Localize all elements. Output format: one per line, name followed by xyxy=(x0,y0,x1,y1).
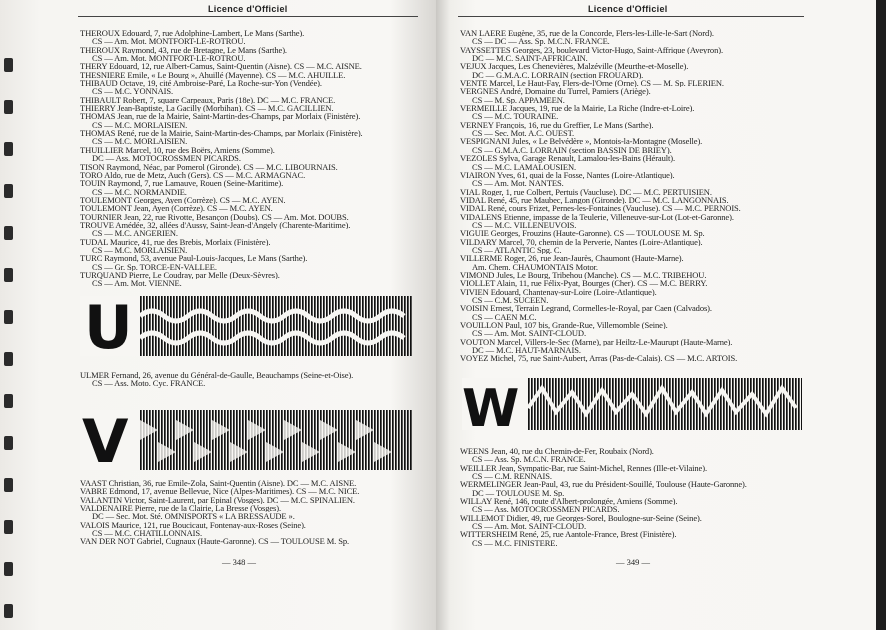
binder-ring xyxy=(4,58,13,72)
entry-line: WERMELINGER Jean-Paul, 43, rue du Président-Souillé, Toulouse (Haute-Garonne). xyxy=(460,480,747,489)
entry-line: VOISIN Ernest, Terrain Legrand, Cormelles-le-Royal, par Caen (Calvados). xyxy=(460,304,712,313)
entry-line: TORO Aldo, rue de Metz, Auch (Gers). CS — M.C. ARMAGNAC. xyxy=(80,170,306,180)
entry-club-line: CS — M.C. YONNAIS. xyxy=(92,87,174,96)
entry-line: VOYEZ Michel, 75, rue Saint-Aubert, Arras (Pas-de-Calais). CS — M.C. ARTOIS. xyxy=(460,354,738,363)
entry-line: VEZOLES Sylva, Garage Renault, Lamalou-les-Bains (Hérault). xyxy=(460,154,676,163)
entry-club-line: CS — Am. Mot. NANTES. xyxy=(472,179,564,188)
entry-line: VIOLLET Alain, 11, rue Félix-Pyat, Bourges (Cher). CS — M.C. BERRY. xyxy=(460,279,708,288)
entry-club-line: CS — Ass. MOTOCROSSMEN PICARDS. xyxy=(472,505,620,514)
entry-line: TURC Raymond, 53, avenue Paul-Louis-Jacques, Le Mans (Sarthe). xyxy=(80,254,308,263)
entry-list xyxy=(460,447,810,547)
entry-line: TOUIN Raymond, 7, rue Lamauve, Rouen (Seine-Maritime). xyxy=(80,179,284,188)
entry-line: VOUTON Marcel, Villers-le-Sec (Marne), par Heiltz-Le-Maurupt (Haute-Marne). xyxy=(460,337,733,347)
letter-w-banner xyxy=(462,378,802,430)
entry-club-line: CS — C.M. RENNAIS. xyxy=(472,472,552,481)
entry-line: WEILLER Jean, Sympatic-Bar, rue Saint-Michel, Rennes (Ille-et-Vilaine). xyxy=(460,463,707,473)
entry-line: THERY Edouard, 12, rue Albert-Camus, Saint-Quentin (Aisne). CS — M.C. AISNE. xyxy=(80,62,362,71)
entry-line: WITTERSHEIM René, 25, rue Aantole-France, Brest (Finistère). xyxy=(460,530,677,539)
entry-club-line: CS — ATLANTIC Spg. C. xyxy=(472,245,562,255)
entry-line: VIDAL René, cours Frizet, Pernes-les-Fontaines (Vaucluse). CS — M.C. PERNOIS. xyxy=(460,204,741,213)
entry-line: VALANTIN Victor, Saint-Laurent, par Epinal (Vosges). DC — M.C. SPINALIEN. xyxy=(80,495,355,505)
entry-line: TROUVE Amédée, 32, allées d'Aussy, Saint-Jean-d'Angely (Charente-Maritime). xyxy=(80,220,351,230)
entry-line: VIGUIE Georges, Frouzins (Haute-Garonne). CS — TOULOUSE M. Sp. xyxy=(460,229,705,238)
entry-list xyxy=(460,29,810,363)
binder-ring xyxy=(4,478,13,492)
entry-line: VAYSSETTES Georges, 23, boulevard Victor-Hugo, Saint-Affrique (Aveyron). xyxy=(460,45,723,55)
entry-line: TOURNIER Jean, 22, rue Rivotte, Besançon (Doubs). CS — Am. Mot. DOUBS. xyxy=(80,212,349,221)
entry-line: VERGNES André, Domaine du Turrel, Pamiers (Ariège). xyxy=(460,87,651,96)
entry-line: VILLERME Roger, 26, rue Jean-Jaurès, Chaumont (Haute-Marne). xyxy=(460,254,684,263)
entry-club-line: CS — G.M.A.C. LORRAIN (section BASSIN DE BRIEY). xyxy=(472,145,672,155)
entry-club-line: CS — Am. Mot. SAINT-CLOUD. xyxy=(472,329,586,338)
entry-club-line: DC — G.M.A.C. LORRAIN (section FROUARD). xyxy=(472,70,644,80)
entry-line: VIVIEN Edouard, Chantenay-sur-Loire (Loire-Atlantique). xyxy=(460,287,657,296)
entry-club-line: CS — M.C. VILLENEUVOIS. xyxy=(472,220,577,230)
entry-line: VOUILLON Paul, 107 bis, Grande-Rue, Villemomble (Seine). xyxy=(460,321,668,330)
header-rule xyxy=(458,16,804,17)
entry-line: VIAIRON Yves, 61, quai de la Fosse, Nantes (Loire-Atlantique). xyxy=(460,170,675,180)
binder-ring xyxy=(4,184,13,198)
banner-letter: V xyxy=(82,410,129,470)
binder-ring xyxy=(4,436,13,450)
binder-ring xyxy=(4,268,13,282)
entry-list xyxy=(80,371,420,388)
entry-line: TUDAL Maurice, 41, rue des Brebis, Morlaix (Finistère). xyxy=(80,237,271,246)
header-rule xyxy=(78,16,418,17)
entry-line: VILDARY Marcel, 70, chemin de la Perverie, Nantes (Loire-Atlantique). xyxy=(460,237,703,246)
entry-line: THIERRY Jean-Baptiste, La Gacilly (Morbihan). CS — M.C. GACILLIEN. xyxy=(80,104,334,113)
entry-line: THUILLIER Marcel, 10, rue des Boërs, Amiens (Somme). xyxy=(80,145,275,155)
entry-line: THEROUX Raymond, 43, rue de Bretagne, Le Mans (Sarthe). xyxy=(80,45,287,55)
entry-line: VIAL Roger, 1, rue Colbert, Pertuis (Vaucluse). DC — M.C. PERTUISIEN. xyxy=(460,187,712,196)
binder-ring xyxy=(4,520,13,534)
entry-line: WILLAY René, 146, route d'Albert-prolongée, Amiens (Somme). xyxy=(460,497,678,506)
entry-line: VERNEY François, 16, rue du Greffier, Le Mans (Sarthe). xyxy=(460,120,654,130)
entry-club-line: CS — Ass. Moto. Cyc. FRANCE. xyxy=(92,379,206,388)
page-header: Licence d'Officiel xyxy=(208,4,288,14)
entry-line: VESPIGNANI Jules, « Le Belvédère », Montois-la-Montagne (Moselle). xyxy=(460,137,703,146)
entry-line: VALOIS Maurice, 121, rue Boucicaut, Fontenay-aux-Roses (Seine). xyxy=(80,520,306,530)
entry-line: WILLEMOT Didier, 49, rue Georges-Sorel, Boulogne-sur-Seine (Seine). xyxy=(460,513,702,523)
entry-line: THIBAUD Octave, 19, cité Ambroise-Paré, La Roche-sur-Yon (Vendée). xyxy=(80,79,322,88)
entry-line: VENTE Marcel, Le Haut-Fay, Flers-de-l'Orne (Orne). CS — M. Sp. FLERIEN. xyxy=(460,79,724,88)
entry-club-line: CS — C.M. SUCEEN. xyxy=(472,296,549,305)
letter-u-banner xyxy=(80,296,412,356)
binder-ring xyxy=(4,352,13,366)
binder-ring xyxy=(4,226,13,240)
entry-list xyxy=(80,29,420,288)
page-number: — 349 — xyxy=(616,557,650,567)
binder-ring xyxy=(4,310,13,324)
entry-club-line: CS — Gr. Sp. TORCE-EN-VALLEE. xyxy=(92,262,217,271)
entry-line: VALDENAIRE Pierre, rue de la Clairie, La Bresse (Vosges). xyxy=(80,504,282,513)
banner-letter: U xyxy=(84,296,133,356)
right-page xyxy=(436,0,886,630)
entry-club-line: CS — M.C. TOURAINE. xyxy=(472,112,559,121)
binder-ring xyxy=(4,142,13,156)
entry-line: VAN LAERE Eugène, 35, rue de la Concorde, Flers-les-Lille-le-Sart (Nord). xyxy=(460,29,714,38)
entry-club-line: Am. Chem. CHAUMONTAIS Motor. xyxy=(472,262,598,271)
page-number: — 348 — xyxy=(222,557,256,567)
binder-ring xyxy=(4,604,13,618)
entry-club-line: CS — M.C. MORLAISIEN. xyxy=(92,120,188,130)
entry-line: VABRE Edmond, 17, avenue Bellevue, Nice (Alpes-Maritimes). CS — M.C. NICE. xyxy=(80,487,360,496)
entry-club-line: CS — Ass. Sp. M.C.N. FRANCE. xyxy=(472,455,586,464)
binder-ring xyxy=(4,100,13,114)
page-header: Licence d'Officiel xyxy=(588,4,668,14)
entry-club-line: CS — Am. Mot. MONTFORT-LE-ROTROU. xyxy=(92,54,246,63)
entry-line: VIDAL René, 45, rue Maubec, Langon (Gironde). DC — M.C. LANGONNAIS. xyxy=(460,195,729,205)
entry-club-line: CS — M.C. MORLAISIEN. xyxy=(92,137,188,146)
entry-club-line: CS — Sec. Mot. A.C. OUEST. xyxy=(472,129,575,138)
entry-line: VIDALENS Etienne, impasse de la Teulerie, Villeneuve-sur-Lot (Lot-et-Garonne). xyxy=(460,212,734,221)
entry-club-line: CS — Am. Mot. VIENNE. xyxy=(92,279,182,288)
entry-line: VAN DER NOT Gabriel, Cugnaux (Haute-Garonne). CS — TOULOUSE M. Sp. xyxy=(80,537,349,546)
entry-line: VIMOND Jules, Le Bourg, Tribehou (Manche). CS — M.C. TRIBEHOU. xyxy=(460,270,707,280)
entry-club-line: CS — M.C. LAMALOUSIEN. xyxy=(472,162,577,171)
entry-club-line: CS — Am. Mot. SAINT-CLOUD. xyxy=(472,522,586,531)
entry-club-line: CS — CAEN M.C. xyxy=(472,312,537,322)
entry-club-line: CS — DC — Ass. Sp. M.C.N. FRANCE. xyxy=(472,37,610,46)
entry-line: TURQUAND Pierre, Le Coudray, par Melle (Deux-Sèvres). xyxy=(80,270,280,280)
binder-ring xyxy=(4,394,13,408)
entry-club-line: CS — M.C. FINISTERE. xyxy=(472,538,558,548)
entry-club-line: DC — M.C. SAINT-AFFRICAIN. xyxy=(472,54,588,63)
entry-club-line: CS — M.C. ANGERIEN. xyxy=(92,229,178,238)
entry-list xyxy=(80,479,420,546)
entry-club-line: CS — M.C. NORMANDIE. xyxy=(92,187,187,196)
entry-club-line: DC — Ass. MOTOCROSSMEN PICARDS. xyxy=(92,154,241,163)
entry-line: TISON Raymond, Néac, par Pomerol (Gironde). CS — M.C. LIBOURNAIS. xyxy=(80,162,338,171)
entry-club-line: DC — TOULOUSE M. Sp. xyxy=(472,488,565,498)
entry-line: VEJUX Jacques, Les Chenevières, Malzéville (Meurthe-et-Moselle). xyxy=(460,62,689,71)
entry-line: THEROUX Edouard, 7, rue Adolphine-Lambert, Le Mans (Sarthe). xyxy=(80,29,305,38)
entry-line: WEENS Jean, 40, rue du Chemin-de-Fer, Roubaix (Nord). xyxy=(460,447,654,456)
letter-v-banner xyxy=(80,410,412,470)
entry-club-line: CS — Am. Mot. MONTFORT-LE-ROTROU. xyxy=(92,37,246,46)
entry-line: TOULEMONT Jean, Ayen (Corrèze). CS — M.C. AYEN. xyxy=(80,204,273,213)
binder-edge xyxy=(876,0,886,630)
entry-line: THIBAULT Robert, 7, square Carpeaux, Paris (18e). DC — M.C. FRANCE. xyxy=(80,95,336,105)
entry-line: VERMEILLE Jacques, 19, rue de la Mairie, La Riche (Indre-et-Loire). xyxy=(460,104,695,113)
entry-club-line: DC — M.C. HAUT-MARNAIS. xyxy=(472,346,581,355)
entry-line: THOMAS René, rue de la Mairie, Saint-Martin-des-Champs, par Morlaix (Finistère). xyxy=(80,129,363,138)
banner-letter: W xyxy=(462,379,520,430)
left-page xyxy=(0,0,436,630)
binder-ring xyxy=(4,562,13,576)
entry-club-line: CS — M.C. MORLAISIEN. xyxy=(92,245,188,255)
entry-line: ULMER Fernand, 26, avenue du Général-de-Gaulle, Beauchamps (Seine-et-Oise). xyxy=(80,371,354,380)
entry-line: THESNIERE Emile, « Le Bourg », Ahuillé (Mayenne). CS — M.C. AHUILLE. xyxy=(80,70,346,80)
entry-line: THOMAS Jean, rue de la Mairie, Saint-Martin-des-Champs, par Morlaix (Finistère). xyxy=(80,112,361,121)
entry-line: VAAST Christian, 36, rue Emile-Zola, Saint-Quentin (Aisne). DC — M.C. AISNE. xyxy=(80,479,357,488)
entry-club-line: CS — M.C. CHATILLONNAIS. xyxy=(92,529,202,538)
entry-club-line: CS — M. Sp. APPAMEEN. xyxy=(472,95,565,105)
entry-line: TOULEMONT Georges, Ayen (Corrèze). CS — M.C. AYEN. xyxy=(80,195,286,205)
entry-club-line: DC — Sec. Mot. Sté. OMNISPORTS « LA BRESSAUDE ». xyxy=(92,512,295,521)
